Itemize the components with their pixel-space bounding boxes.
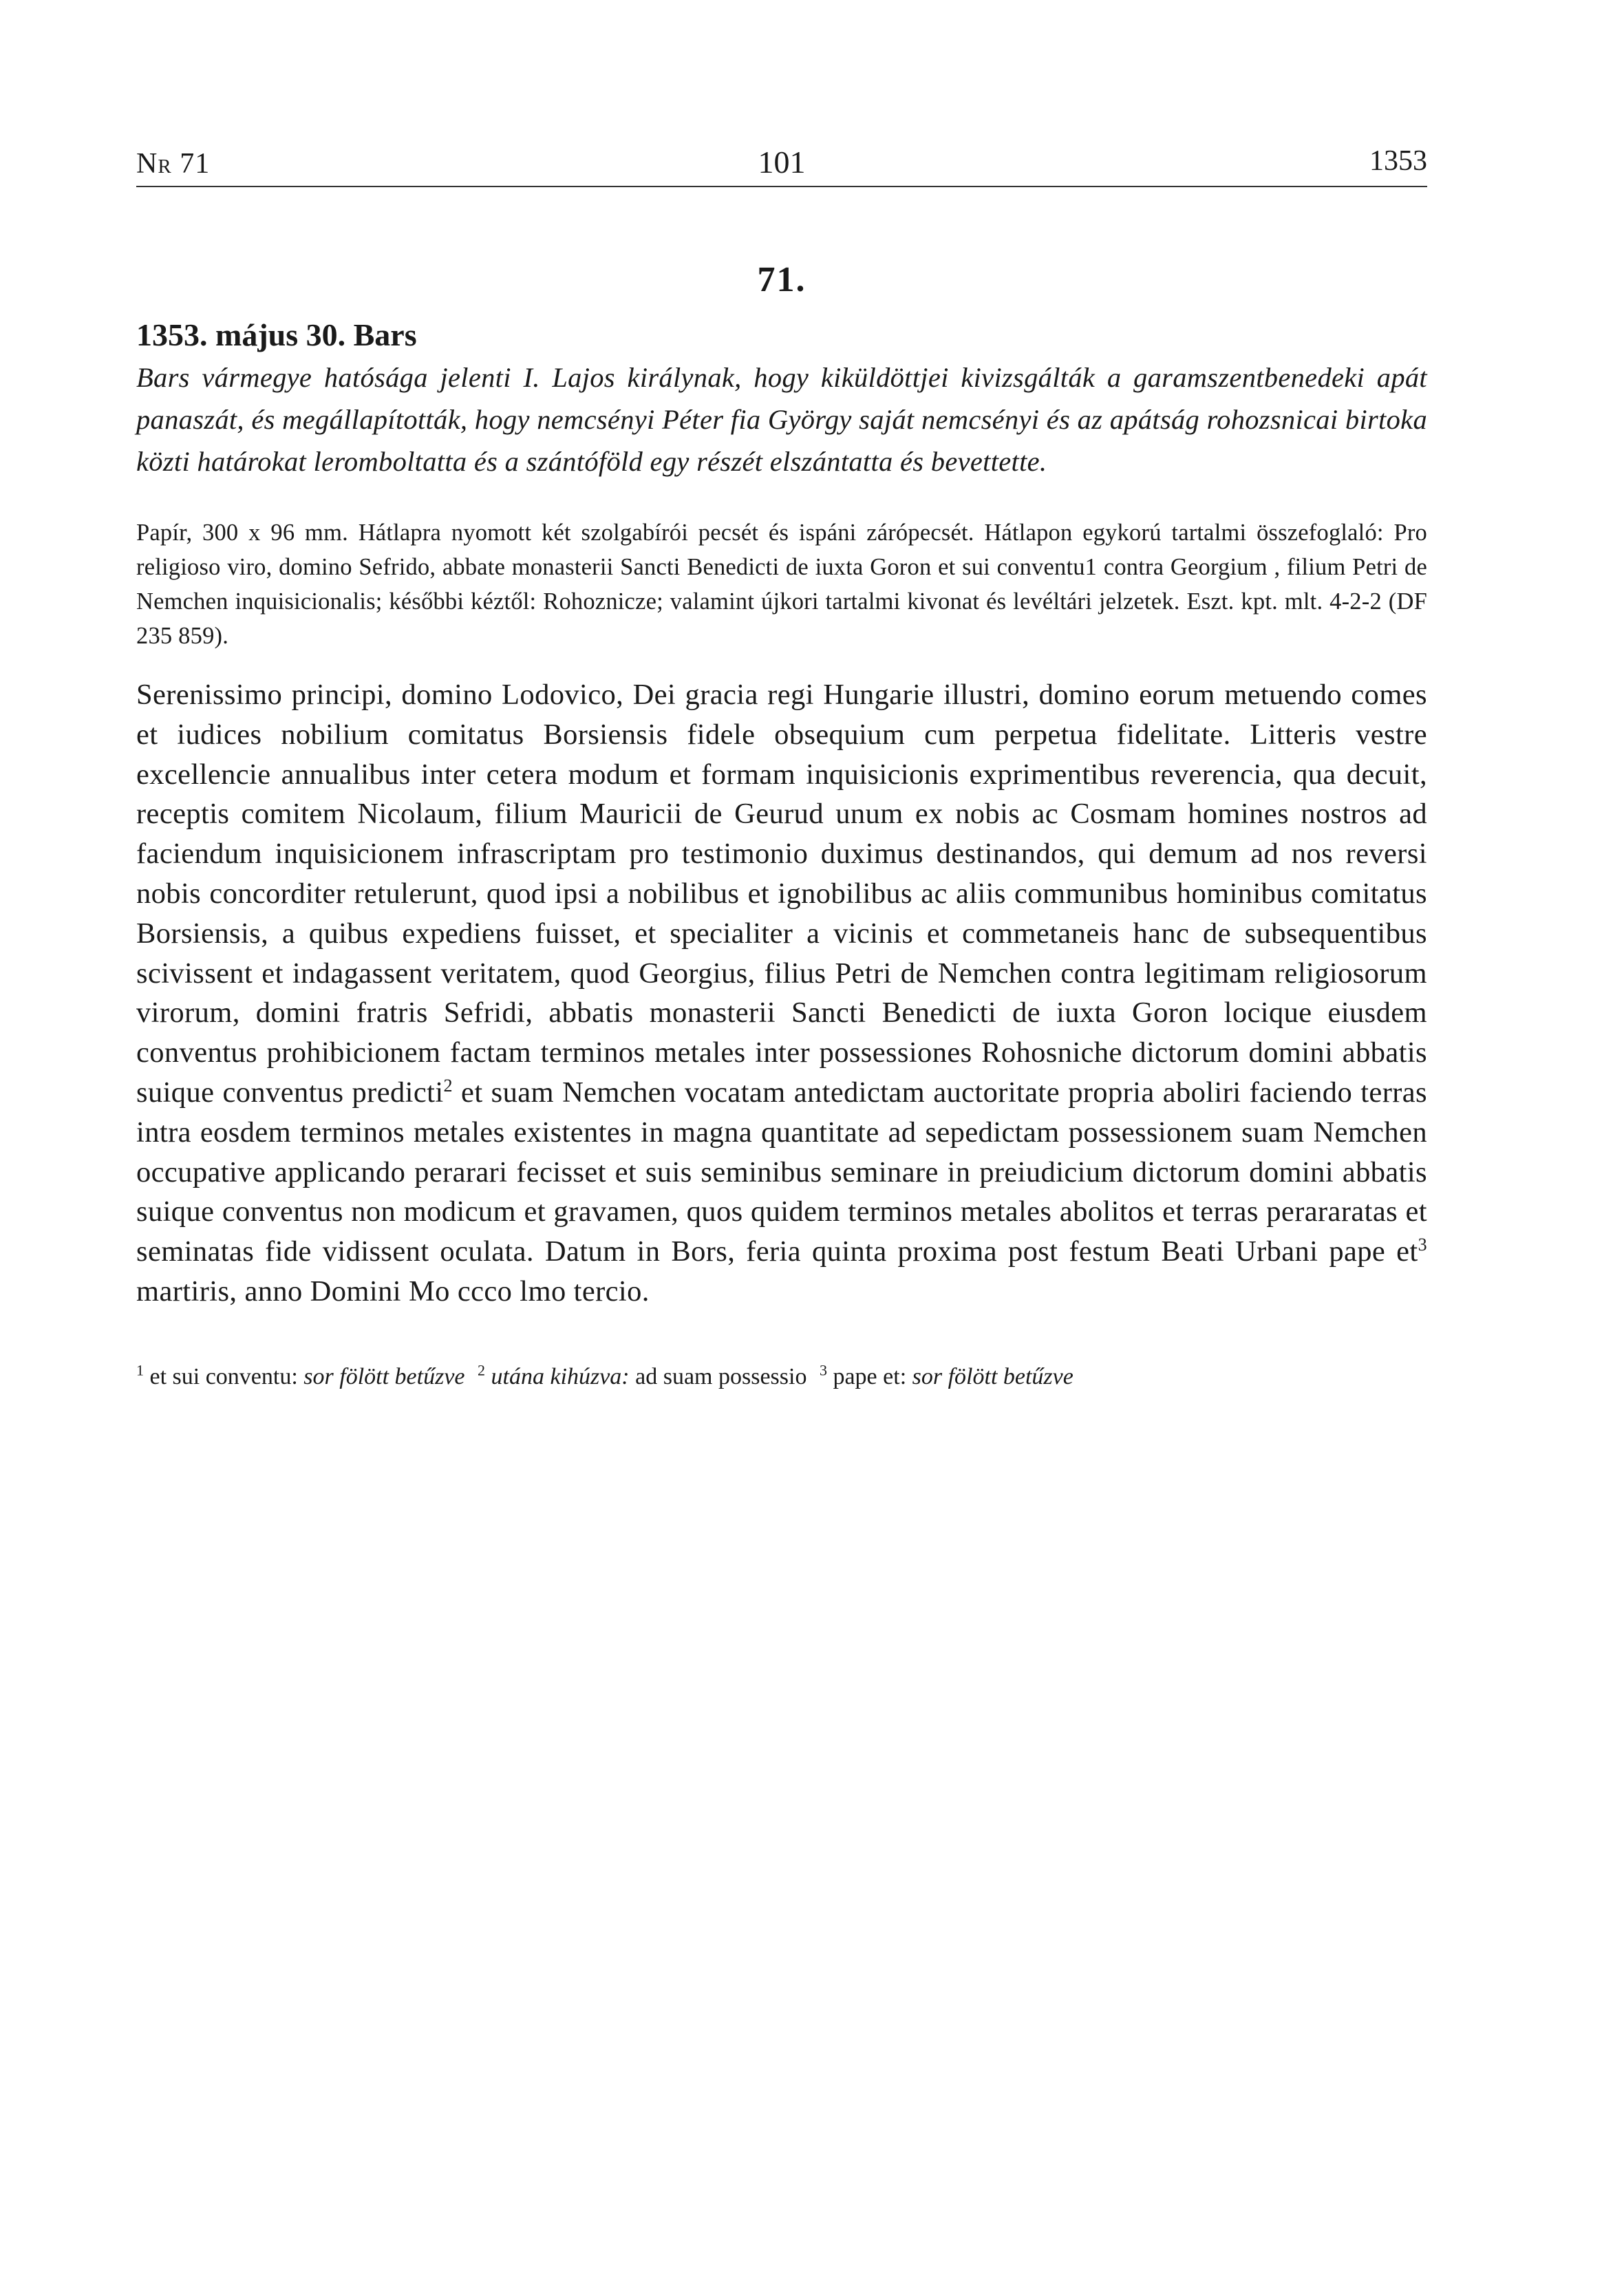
- document-description: Papír, 300 x 96 mm. Hátlapra nyomott két szolgabírói pecsét és ispáni zárópecsét. Hátlapon egykorú tartalmi összefoglaló: Pro religioso viro, domino Sefrido, abbate monasterii Sancti Benedicti de iuxta Goron et sui conventu1 contra Georgium , filium Petri de Nemchen inquisicionalis; későbbi kéztől: Rohoznicze; valamint újkori tartalmi kivonat és levéltári jelzetek. Eszt. kpt. mlt. 4-2-2 (DF 235 859).: [136, 520, 1427, 649]
- footnote-3-note: sor fölött betűzve: [912, 1363, 1073, 1389]
- running-header-prefix: Nr: [136, 148, 172, 180]
- footnote-marker-3: 3: [1418, 1235, 1427, 1255]
- footnote-3-text: pape et:: [833, 1363, 907, 1389]
- footnote-2-text: ad suam possessio: [635, 1363, 807, 1389]
- main-text-part-2: et suam Nemchen vocatam antedictam auctoritate propria aboliri faciendo terras intra eosdem terminos metales existentes in magna quantitate ad sepedictam possessionem suam Nemchen occupative applicando perarari fecisset et suis seminibus seminare in preiudicium dictorum domini abbatis suique conventus non modicum et gravamen, quos quidem terminos metales abolitos et terras perararatas et seminatas fide vidissent oculata. Datum in Bors, feria quinta proxima post festum Beati Urbani pape et: [136, 1076, 1427, 1268]
- footnote-3: [819, 1361, 1073, 1389]
- footnote-1: [136, 1361, 465, 1389]
- running-header: [136, 138, 1427, 187]
- footnote-1-mark: 1: [136, 1361, 144, 1379]
- footnote-2-mark: 2: [478, 1361, 485, 1379]
- document-page: [136, 138, 1427, 1394]
- running-header-year: 1353: [1369, 145, 1427, 177]
- footnote-1-text: et sui conventu:: [149, 1363, 298, 1389]
- document-main-text: [136, 675, 1427, 1312]
- document-date-place: 1353. május 30. Bars: [136, 317, 417, 352]
- running-header-number: 71: [180, 148, 211, 180]
- footnote-1-note: sor fölött betűzve: [303, 1363, 465, 1389]
- main-text-part-3: martiris, anno Domini Mo ccco lmo tercio.: [136, 1275, 650, 1308]
- footnote-2-note: utána kihúzva:: [491, 1363, 630, 1389]
- footnote-3-mark: 3: [819, 1361, 827, 1379]
- page-number: 101: [758, 145, 806, 180]
- footnote-2: [478, 1361, 807, 1389]
- document-regest: Bars vármegye hatósága jelenti I. Lajos királynak, hogy kiküldöttjei kivizsgálták a garamszentbenedeki apát panaszát, és megállapították, hogy nemcsényi Péter fia György saját nemcsényi és az apátság rohozsnicai birtoka közti határokat leromboltatta és a szántóföld egy részét elszántatta és bevettette.: [136, 362, 1427, 477]
- main-text-part-1: Serenissimo principi, domino Lodovico, Dei gracia regi Hungarie illustri, domino eorum metuendo comes et iudices nobilium comitatus Borsiensis fidele obsequium cum perpetua fidelitate. Litteris vestre excellencie annualibus inter cetera modum et formam inquisicionis exprimentibus reverencia, qua decuit, receptis comitem Nicolaum, filium Mauricii de Geurud unum ex nobis ac Cosmam homines nostros ad faciendum inquisicionem infrascriptam pro testimonio duximus destinandos, qui demum ad nos reversi nobis concorditer retulerunt, quod ipsi a nobilibus et ignobilibus ac aliis communibus hominibus comitatus Borsiensis, a quibus expediens fuisset, et specialiter a vicinis et commetaneis hanc de subsequentibus scivissent et indagassent veritatem, quod Georgius, filius Petri de Nemchen contra legitimam religiosorum virorum, domini fratris Sefridi, abbatis monasterii Sancti Benedicti de iuxta Goron locique eiusdem conventus prohibicionem factam terminos metales inter possessiones Rohosniche dictorum domini abbatis suique conventus predicti: [136, 679, 1427, 1109]
- footnote-marker-2: 2: [443, 1075, 453, 1096]
- footnotes: [136, 1360, 1427, 1394]
- document-number: 71.: [757, 260, 806, 299]
